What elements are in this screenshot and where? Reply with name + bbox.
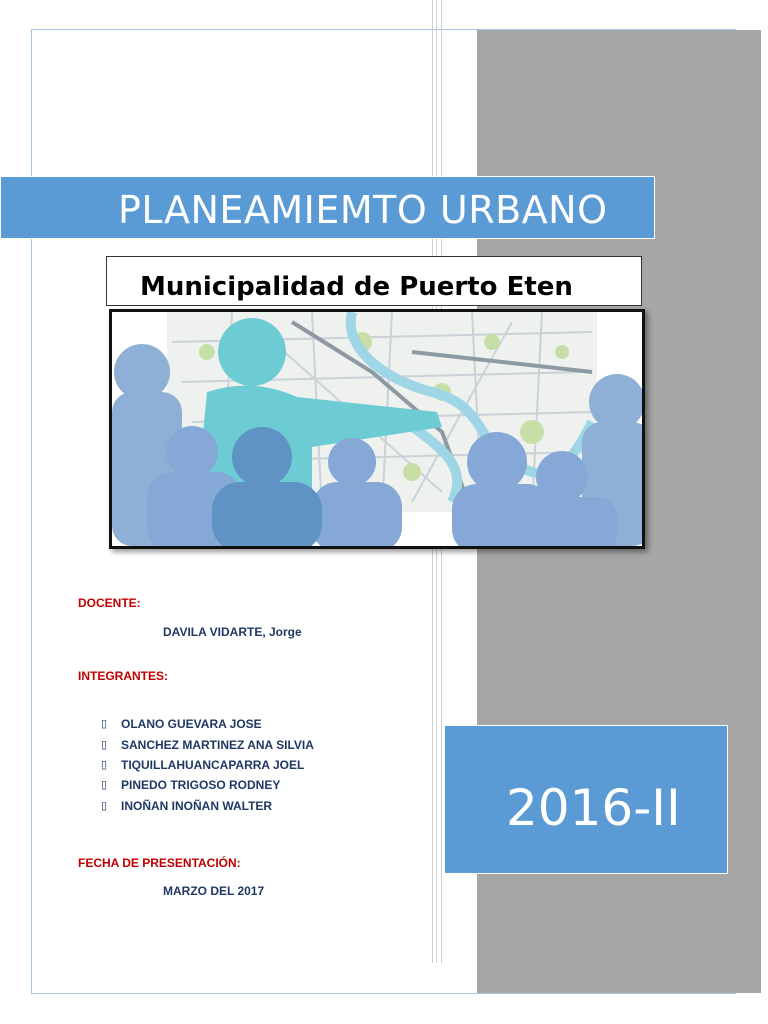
bullet-icon: ▯ [101,718,108,730]
bullet-icon: ▯ [101,759,108,771]
integrante-item: OLANO GUEVARA JOSE [121,717,262,731]
integrante-item: PINEDO TRIGOSO RODNEY [121,778,281,792]
fecha-value: MARZO DEL 2017 [163,884,265,898]
cover-illustration [109,309,645,549]
integrante-item: SANCHEZ MARTINEZ ANA SILVIA [121,738,314,752]
page-subtitle: Municipalidad de Puerto Eten [140,272,573,302]
year-box [444,725,728,874]
fecha-label: FECHA DE PRESENTACIÓN: [78,856,241,870]
title-banner [0,176,655,239]
page-title: PLANEAMIEMTO URBANO [118,188,608,232]
bullet-icon: ▯ [101,779,108,791]
subtitle-box [106,256,642,306]
integrantes-label: INTEGRANTES: [78,669,168,683]
docente-name: DAVILA VIDARTE, Jorge [163,625,302,639]
bullet-icon: ▯ [101,800,108,812]
integrante-item: TIQUILLAHUANCAPARRA JOEL [121,758,305,772]
year-label: 2016-II [506,779,681,837]
integrante-item: INOÑAN INOÑAN WALTER [121,799,273,813]
docente-label: DOCENTE: [78,596,141,610]
bullet-icon: ▯ [101,739,108,751]
map-people-illustration [112,312,642,546]
